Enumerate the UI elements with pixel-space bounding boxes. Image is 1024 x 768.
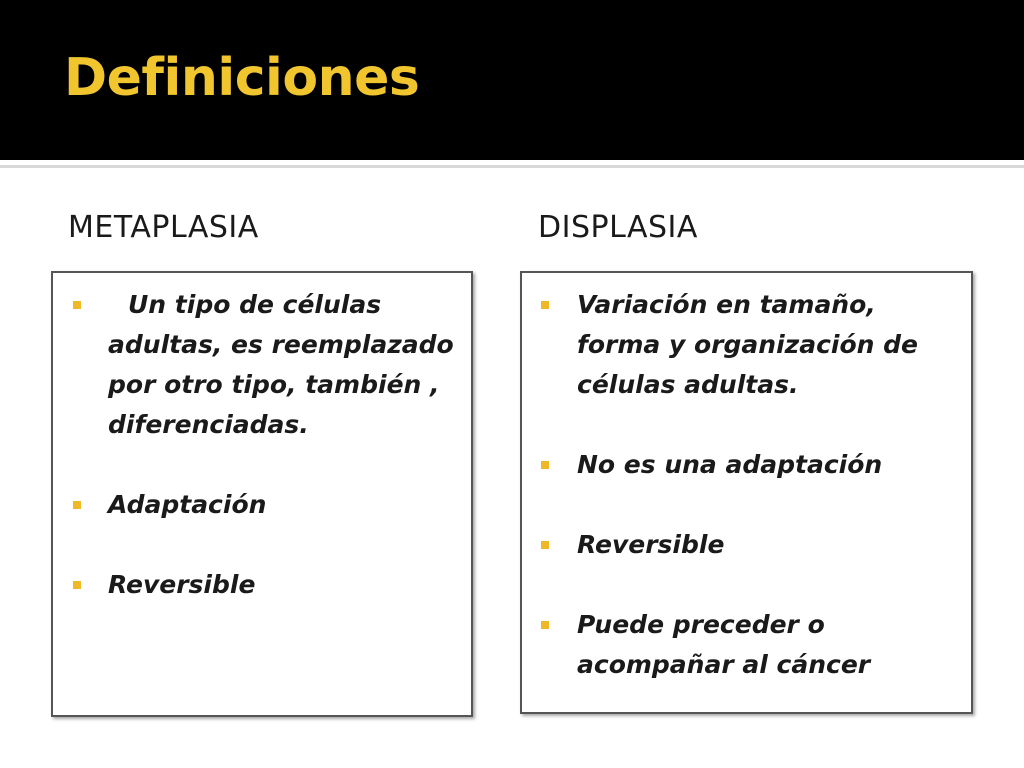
bullet-square-icon (73, 581, 81, 589)
bullet-square-icon (541, 301, 549, 309)
displasia-heading: DISPLASIA (538, 210, 698, 245)
list-item-text: Variación en tamaño, forma y organización de células adultas. (577, 290, 918, 399)
list-item (108, 285, 468, 445)
metaplasia-box (51, 271, 473, 717)
list-item-text: Reversible (577, 530, 725, 559)
displasia-box (520, 271, 973, 714)
list-item-text: Adaptación (108, 490, 267, 519)
list-item-text: Reversible (108, 570, 256, 599)
list-item-text: Un tipo de células adultas, es reemplazado por otro tipo, también , diferenciadas. (108, 290, 454, 439)
list-item (108, 565, 468, 605)
bullet-square-icon (73, 301, 81, 309)
bullet-square-icon (541, 621, 549, 629)
divider-line (0, 165, 1024, 168)
list-item (108, 485, 468, 525)
slide-title: Definiciones (64, 48, 420, 108)
list-item-text: Puede preceder o acompañar al cáncer (577, 610, 871, 679)
list-item (577, 605, 967, 685)
displasia-list (577, 285, 967, 685)
metaplasia-heading: METAPLASIA (68, 210, 259, 245)
list-item (577, 525, 967, 565)
bullet-square-icon (73, 501, 81, 509)
list-item-text: No es una adaptación (577, 450, 883, 479)
list-item (577, 445, 967, 485)
title-bar (0, 0, 1024, 160)
bullet-square-icon (541, 541, 549, 549)
list-item (577, 285, 967, 405)
metaplasia-list (108, 285, 468, 605)
bullet-square-icon (541, 461, 549, 469)
